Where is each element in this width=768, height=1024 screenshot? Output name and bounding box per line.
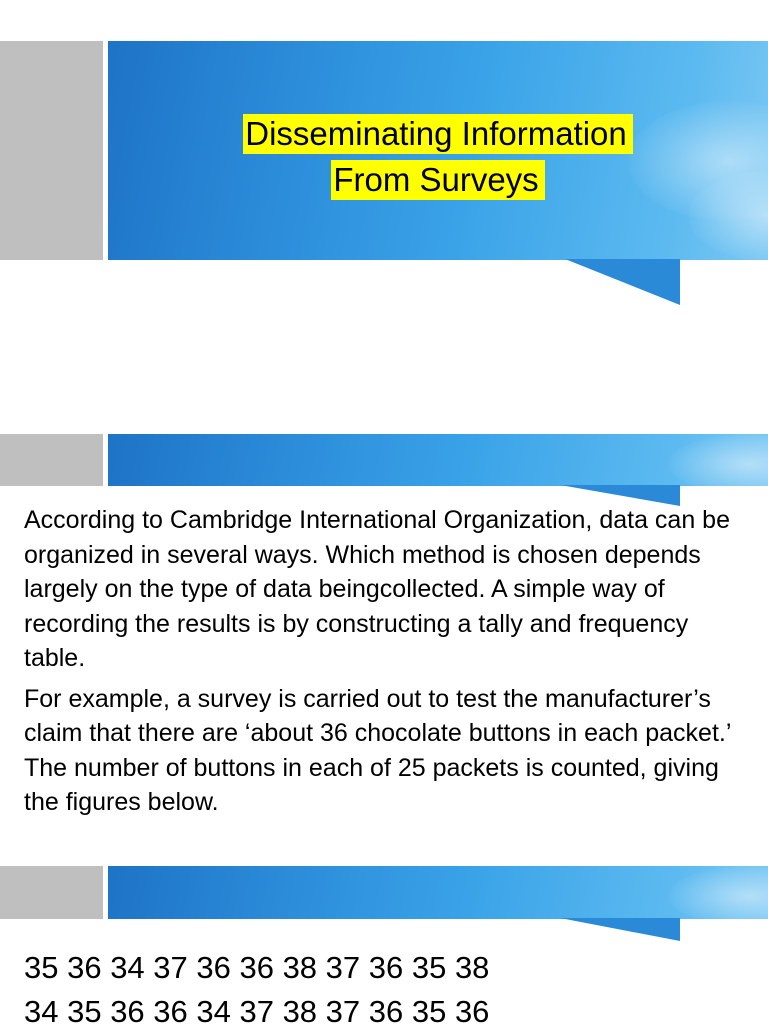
data-row-2: 34 35 36 36 34 37 38 37 36 35 36 bbox=[24, 994, 490, 1024]
data-row-1: 35 36 34 37 36 36 38 37 36 35 38 bbox=[24, 950, 490, 985]
title-line-2: From Surveys bbox=[331, 160, 544, 200]
data-values bbox=[24, 946, 744, 1024]
paragraph-2: For example, a survey is carried out to test the manufacturer’s claim that there are ‘about 36 chocolate buttons in each packet.’ The number of buttons in each of 25 packets is counted, giving the figures below. bbox=[24, 684, 731, 816]
title-line-1: Disseminating Information bbox=[243, 114, 633, 154]
paragraph-1: According to Cambridge International Organization, data can be organized in several ways. Which method is chosen depends largely on the type of data beingcollected. A simple way of recording the results is by constructing a tally and frequency table. bbox=[24, 506, 730, 672]
